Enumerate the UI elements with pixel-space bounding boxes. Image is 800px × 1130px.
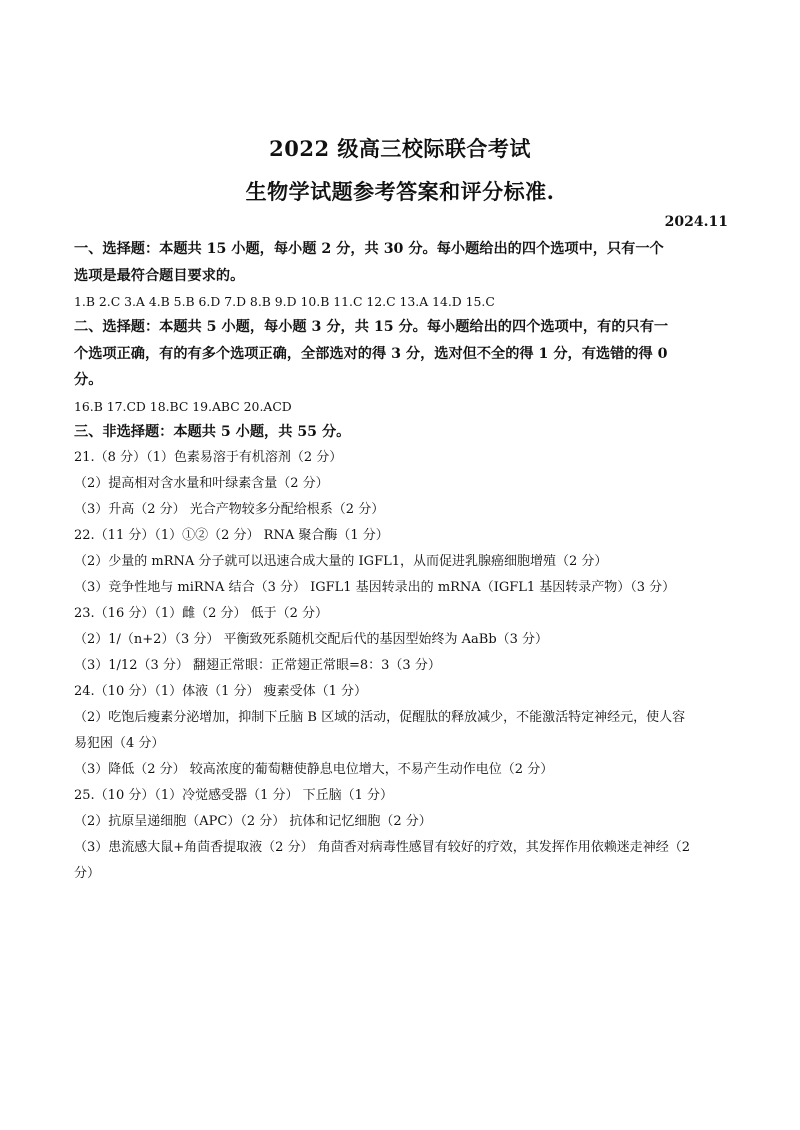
q21-line: （3）升高（2 分） 光合产物较多分配给根系（2 分） — [74, 502, 385, 517]
answer-content — [74, 236, 730, 887]
q23-line: （2）1/（n+2）（3 分） 平衡致死系随机交配后代的基因型始终为 AaBb（3 分） — [74, 632, 549, 647]
section3-heading: 三、非选择题：本题共 5 小题，共 55 分。 — [74, 423, 351, 440]
section2-heading-line2: 个选项正确，有的有多个选项正确，全部选对的得 3 分，选对但不全的得 1 分，有选错的得 0 — [74, 345, 668, 362]
section1-answers: 1.B 2.C 3.A 4.B 5.B 6.D 7.D 8.B 9.D 10.B 11.C 12.C 13.A 14.D 15.C — [74, 294, 495, 309]
q24-line: 易犯困（4 分） — [74, 736, 165, 751]
q24-line: （2）吃饱后瘦素分泌增加，抑制下丘脑 B 区域的活动，促醒肽的释放减少，不能激活特定神经元，使人容 — [74, 710, 686, 725]
section2-heading-line3: 分。 — [74, 372, 103, 388]
q24-line: 24.（10 分）（1）体液（1 分） 瘦素受体（1 分） — [74, 684, 368, 699]
exam-title: 2022 级高三校际联合考试 — [269, 136, 531, 161]
section1-heading-line2: 选项是最符合题目要求的。 — [74, 267, 245, 284]
section2-heading-line1: 二、选择题：本题共 5 小题，每小题 3 分，共 15 分。每小题给出的四个选项中，有的只有一 — [74, 319, 669, 335]
document-date: 2024.11 — [664, 214, 728, 230]
q21-line: （2）提高相对含水量和叶绿素含量（2 分） — [74, 476, 329, 491]
q25-line: 分） — [74, 866, 101, 881]
q24-line: （3）降低（2 分） 较高浓度的葡萄糖使静息电位增大，不易产生动作电位（2 分） — [74, 762, 554, 777]
q22-line: 22.（11 分）（1）①②（2 分） RNA 聚合酶（1 分） — [74, 528, 389, 543]
q22-line: （3）竞争性地与 miRNA 结合（3 分） IGFL1 基因转录出的 mRNA（IGFL1 基因转录产物）（3 分） — [74, 580, 676, 595]
q23-line: 23.（16 分）（1）雌（2 分） 低于（2 分） — [74, 606, 329, 621]
section1-heading-line1: 一、选择题：本题共 15 小题，每小题 2 分，共 30 分。每小题给出的四个选项中，只有一个 — [74, 241, 664, 257]
q23-line: （3）1/12（3 分） 翻翅正常眼：正常翅正常眼=8：3（3 分） — [74, 658, 441, 673]
q22-line: （2）少量的 mRNA 分子就可以迅速合成大量的 IGFL1，从而促进乳腺癌细胞增殖（2 分） — [74, 554, 608, 569]
q25-line: （2）抗原呈递细胞（APC）（2 分） 抗体和记忆细胞（2 分） — [74, 814, 432, 829]
document-subtitle: 生物学试题参考答案和评分标准. — [245, 179, 555, 204]
q25-line: （3）患流感大鼠+角茴香提取液（2 分） 角茴香对病毒性感冒有较好的疗效，其发挥作用依赖迷走神经（2 — [74, 840, 690, 855]
q25-line: 25.（10 分）（1）冷觉感受器（1 分） 下丘脑（1 分） — [74, 788, 394, 803]
section2-answers: 16.B 17.CD 18.BC 19.ABC 20.ACD — [74, 398, 292, 414]
q21-line: 21.（8 分）（1）色素易溶于有机溶剂（2 分） — [74, 450, 343, 465]
